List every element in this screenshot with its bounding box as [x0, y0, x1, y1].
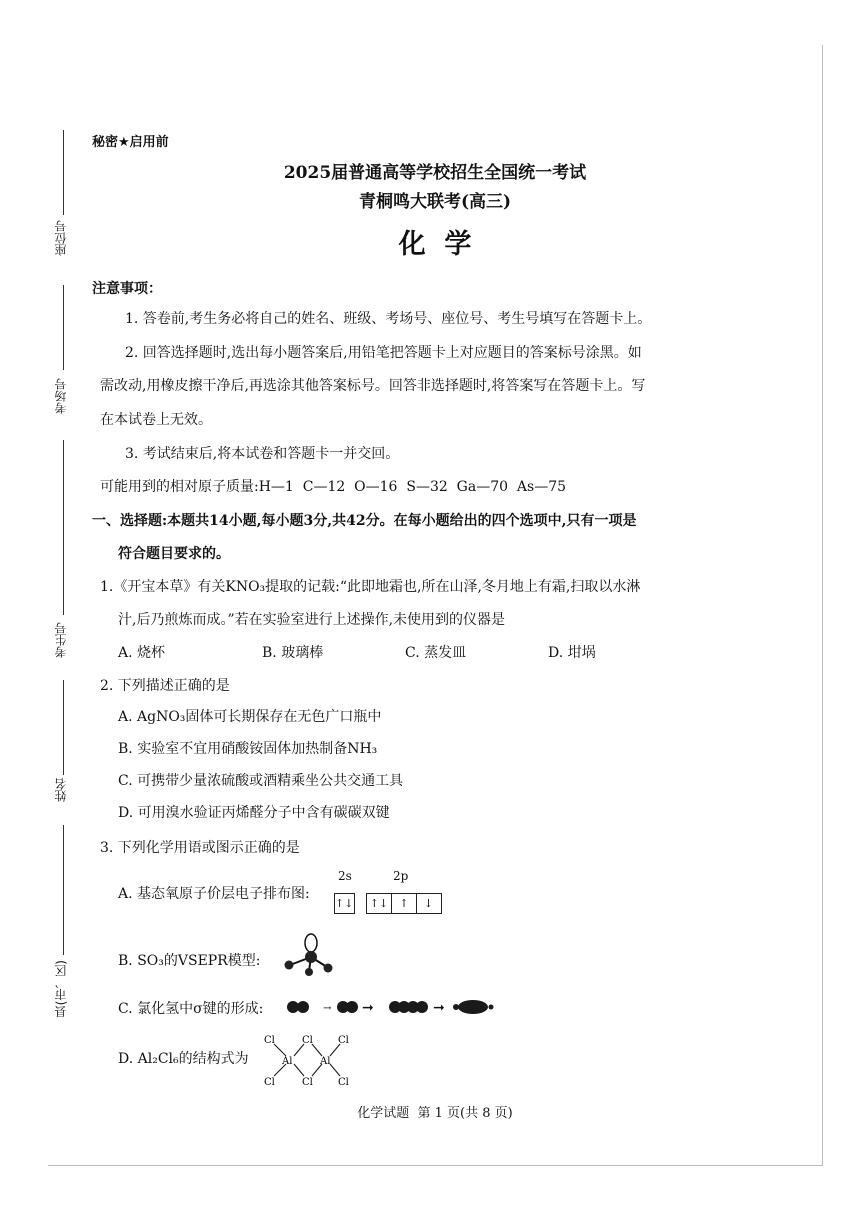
page-right-edge	[822, 45, 823, 1165]
secret-label: 秘密★启用前	[92, 135, 169, 150]
bond-line	[312, 1044, 322, 1056]
notice-item-2: 2. 回答选择题时,选出每小题答案后,用铅笔把答题卡上对应题目的答案标号涂黑。如	[125, 345, 642, 361]
sidebar-line	[63, 680, 64, 775]
q2-stem: 2. 下列描述正确的是	[100, 678, 230, 694]
chlorine-atom: Cl	[338, 1077, 349, 1088]
reaction-arrow: ➞	[362, 1000, 374, 1016]
q3-option-d: D. Al₂Cl₆的结构式为	[118, 1051, 249, 1067]
q3-option-c: C. 氯化氢中σ键的形成:	[118, 1001, 264, 1017]
q1-option-b: B. 玻璃棒	[262, 645, 324, 661]
sidebar-line	[63, 825, 64, 955]
notice-item-3: 3. 考试结束后,将本试卷和答题卡一并交回。	[125, 446, 400, 462]
orbital-ball	[297, 1001, 309, 1013]
orbital-ball	[489, 1005, 494, 1010]
subject-title: 化 学	[398, 229, 472, 260]
chlorine-atom: Cl	[264, 1077, 275, 1088]
bond-line	[330, 1064, 340, 1076]
aluminum-atom: Al	[282, 1056, 293, 1067]
sidebar-room-label: 考场号	[54, 378, 68, 414]
aluminum-atom: Al	[320, 1056, 331, 1067]
bond-line	[294, 1064, 304, 1076]
orbital-cell: ↑↓	[335, 897, 354, 910]
orbital-2p-box	[366, 893, 442, 914]
outer-atom	[324, 964, 333, 973]
orbital-2s-label: 2s	[338, 869, 352, 883]
orbital-ball	[453, 1004, 459, 1010]
notice-item-2-end: 在本试卷上无效。	[100, 412, 212, 428]
approach-arrow: →	[323, 1003, 332, 1014]
section-1-heading-cont: 符合题目要求的。	[118, 546, 230, 562]
q3-stem: 3. 下列化学用语或图示正确的是	[100, 840, 300, 856]
q2-option-a: A. AgNO₃固体可长期保存在无色广口瓶中	[118, 709, 382, 725]
orbital-ball	[346, 1001, 358, 1013]
page-footer: 化学试题 第 1 页(共 8 页)	[357, 1106, 513, 1121]
notice-item-2-cont: 需改动,用橡皮擦干净后,再选涂其他答案标号。回答非选择题时,将答案写在答题卡上。写	[100, 378, 646, 394]
sidebar-student-id-label: 考生号	[54, 622, 68, 658]
page-bottom-edge	[48, 1165, 823, 1166]
sidebar-name-label: 姓名	[54, 778, 68, 802]
orbital-2s-box	[334, 893, 355, 914]
q1-stem: 1.《开宝本草》有关KNO₃提取的记载:“此即地霜也,所在山泽,冬月地上有霜,扫取以水淋	[100, 579, 641, 595]
al2cl6-structure	[260, 1032, 360, 1088]
sidebar-line	[63, 440, 64, 615]
sidebar-line	[63, 130, 64, 215]
bond-line	[274, 1044, 286, 1056]
q1-option-a: A. 烧杯	[118, 645, 166, 661]
q2-option-d: D. 可用溴水验证丙烯醛分子中含有碳碳双键	[118, 805, 390, 821]
outer-atom	[285, 961, 294, 970]
orbital-ball	[416, 1001, 428, 1013]
orbital-cell: ↑	[392, 894, 417, 913]
orbital-2p-label: 2p	[393, 869, 409, 883]
q2-option-b: B. 实验室不宜用硝酸铵固体加热制备NH₃	[118, 741, 378, 757]
sigma-bond-overlap	[458, 1000, 488, 1014]
section-1-heading: 一、选择题:本题共14小题,每小题3分,共42分。在每小题给出的四个选项中,只有一项是	[92, 513, 637, 529]
chlorine-atom: Cl	[302, 1077, 313, 1088]
reaction-arrow: ➞	[433, 1000, 445, 1016]
orbital-cell: ↑↓	[367, 894, 392, 913]
q1-stem-cont: 汁,后乃煎炼而成。”若在实验室进行上述操作,未使用到的仪器是	[118, 612, 506, 628]
exam-subtitle: 青桐鸣大联考(高三)	[358, 192, 512, 212]
q2-option-c: C. 可携带少量浓硫酸或酒精乘坐公共交通工具	[118, 773, 404, 789]
chlorine-atom: Cl	[264, 1035, 275, 1046]
atomic-masses: 可能用到的相对原子质量:H—1 C—12 O—16 S—32 Ga—70 As—75	[100, 479, 567, 495]
sidebar-line	[63, 285, 64, 370]
chlorine-atom: Cl	[302, 1035, 313, 1046]
q3-option-a: A. 基态氧原子价层电子排布图:	[118, 886, 310, 902]
hcl-sigma-bond-diagram	[285, 996, 500, 1018]
q1-option-d: D. 坩埚	[548, 645, 596, 661]
notice-item-1: 1. 答卷前,考生务必将自己的姓名、班级、考场号、座位号、考生号填写在答题卡上。	[125, 311, 652, 327]
central-atom	[305, 951, 317, 963]
q1-option-c: C. 蒸发皿	[405, 645, 467, 661]
orbital-cell: ↓	[423, 897, 434, 910]
outer-atom	[305, 968, 313, 976]
exam-title: 2025届普通高等学校招生全国统一考试	[283, 163, 587, 183]
lone-pair-lobe	[305, 934, 317, 952]
so3-vsepr-model	[280, 933, 340, 977]
sidebar-seat-label: 座位号	[54, 220, 68, 256]
sidebar-county-label: 县(市、区)	[54, 960, 68, 1018]
chlorine-atom: Cl	[338, 1035, 349, 1046]
notice-title: 注意事项：	[92, 281, 162, 297]
q3-option-b: B. SO₃的VSEPR模型:	[118, 953, 261, 969]
